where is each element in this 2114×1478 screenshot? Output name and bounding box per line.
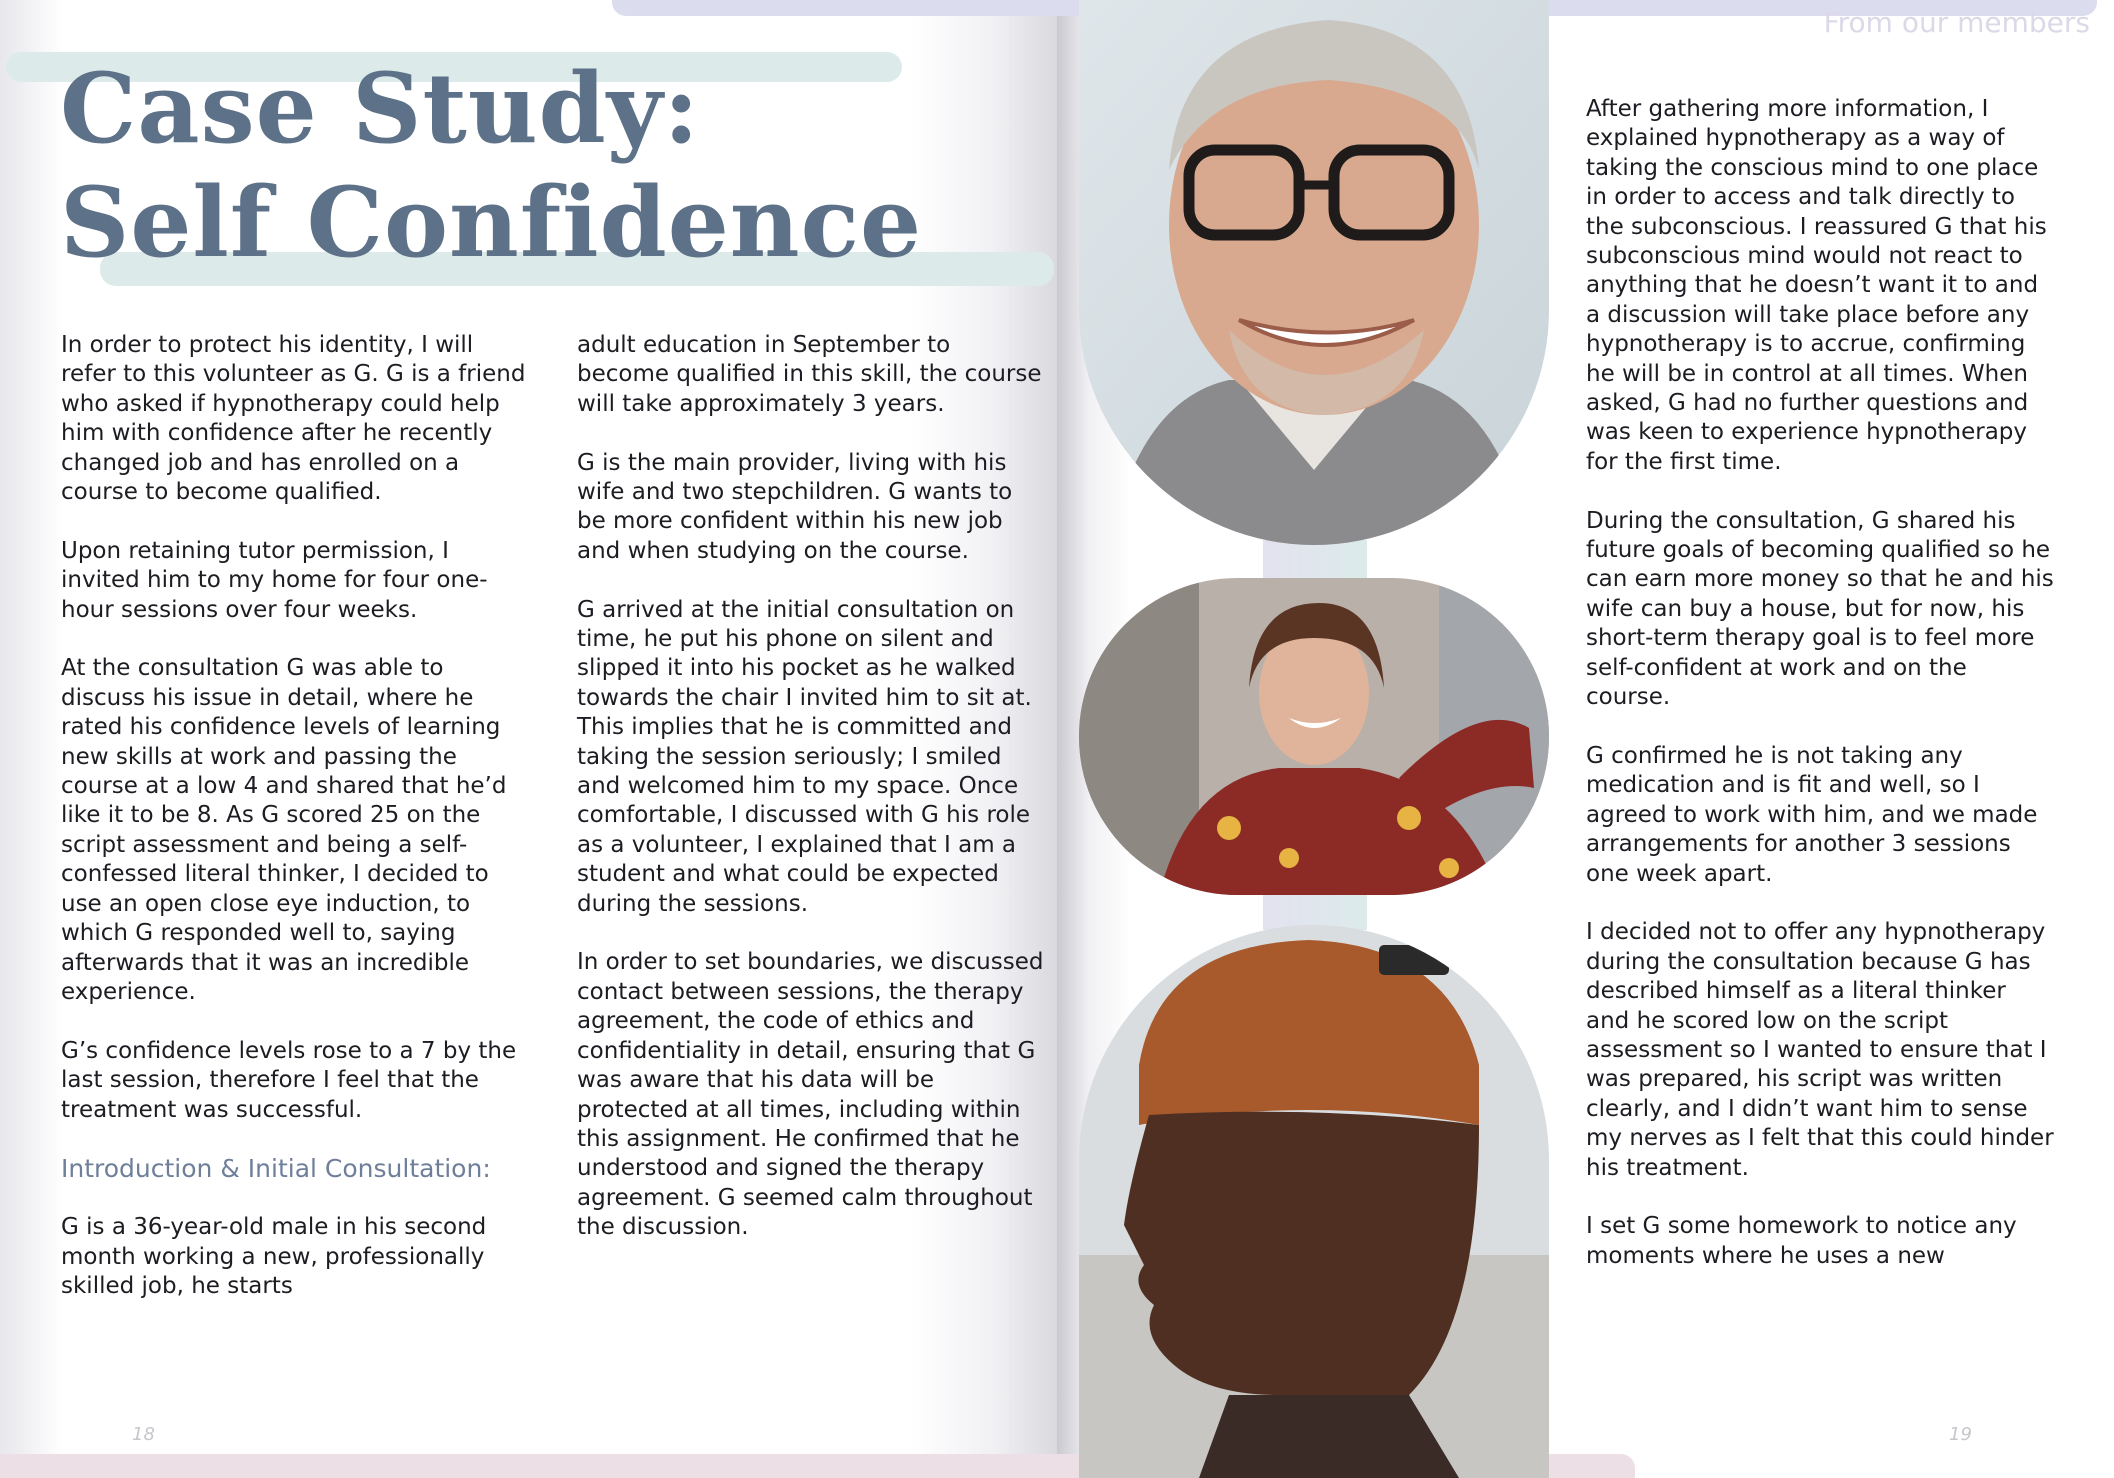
body-paragraph: In order to set boundaries, we discussed contact between sessions, the therapy agreement, the code of ethics and confidentiality in detail, ensuring that G was aware that his data will be protected at all times, including within this assignment. He confirmed that he understood and signed the therapy agreement. G seemed calm throughout the discussion. <box>577 949 1044 1241</box>
body-paragraph: G’s confidence levels rose to a 7 by the last session, therefore I feel that the treatment was successful. <box>61 1037 517 1123</box>
photo-connector-2 <box>1263 890 1367 930</box>
body-paragraph: G is a 36-year-old male in his second month working a new, professionally skilled job, he starts <box>61 1214 487 1300</box>
photo-smiling-woman <box>1079 578 1549 895</box>
top-accent-bar <box>612 0 1057 16</box>
body-paragraph: Upon retaining tutor permission, I invited him to my home for four one-hour sessions over four weeks. <box>61 537 488 623</box>
page-number-left: 18 <box>132 1424 155 1445</box>
body-paragraph: I decided not to offer any hypnotherapy during the consultation because G has described himself as a literal thinker and he scored low on the script assessment so I wanted to ensure that I was prepared, his script was written clearly, and I didn’t want him to sense my nerves as I felt that this could hinder his treatment. <box>1586 919 2054 1181</box>
article-column-1 <box>61 331 531 1331</box>
body-paragraph: At the consultation G was able to discuss his issue in detail, where he rated his confidence levels of learning new skills at work and passing the course at a low 4 and shared that he’d like it to be 8. As G scored 25 on the script assessment and being a self-confessed literal thinker, I decided to use an open close eye induction, to which G responded well to, saying afterwards that it was an incredible experience. <box>61 655 507 1005</box>
body-paragraph: After gathering more information, I explained hypnotherapy as a way of taking the conscious mind to one place in order to access and talk directly to the subconscious. I reassured G that his subconscious mind would not react to anything that he doesn’t want it to and a discussion will take place before any hypnotherapy is to accrue, confirming he will be in control at all times. When asked, G had no further questions and was keen to experience hypnotherapy for the first time. <box>1586 96 2047 475</box>
body-paragraph: G is the main provider, living with his wife and two stepchildren. G wants to be more confident within his new job and when studying on the course. <box>577 449 1013 564</box>
page-number-right: 19 <box>1949 1424 1972 1445</box>
bottom-accent-bar <box>0 1454 1057 1478</box>
body-paragraph: I set G some homework to notice any moments where he uses a new <box>1586 1213 2017 1269</box>
right-page <box>1057 0 2114 1478</box>
title-line-2: Self Confidence <box>60 166 923 279</box>
body-paragraph: G confirmed he is not taking any medication and is fit and well, so I agreed to work with him, and we made arrangements for another 3 sessions one week apart. <box>1586 742 2038 887</box>
page-title <box>60 52 922 280</box>
subheading: Introduction & Initial Consultation: <box>61 1154 491 1184</box>
title-line-1: Case Study: <box>60 52 700 165</box>
photo-man-beanie-profile <box>1079 925 1549 1478</box>
body-paragraph: In order to protect his identity, I will refer to this volunteer as G. G is a friend who asked if hypnotherapy could help him with confidence after he recently changed job and has enrolled on a course to become qualified. <box>61 332 526 506</box>
body-paragraph: adult education in September to become qualified in this skill, the course will take approximately 3 years. <box>577 332 1042 417</box>
article-column-3 <box>1586 95 2056 1301</box>
body-paragraph: G arrived at the initial consultation on time, he put his phone on silent and slipped it into his pocket as he walked towards the chair I invited him to sit at. This implies that he is committed and taking the session seriously; I smiled and welcomed him to my space. Once comfortable, I discussed with G his role as a volunteer, I explained that I am a student and what could be expected during the sessions. <box>577 596 1032 917</box>
body-paragraph: During the consultation, G shared his future goals of becoming qualified so he can earn more money so that he and his wife can buy a house, but for now, his short-term therapy goal is to feel more self-confident at work and on the course. <box>1586 507 2054 711</box>
photo-older-man-glasses <box>1079 0 1549 545</box>
section-label: From our members <box>1823 6 2090 39</box>
article-column-2 <box>577 331 1047 1272</box>
